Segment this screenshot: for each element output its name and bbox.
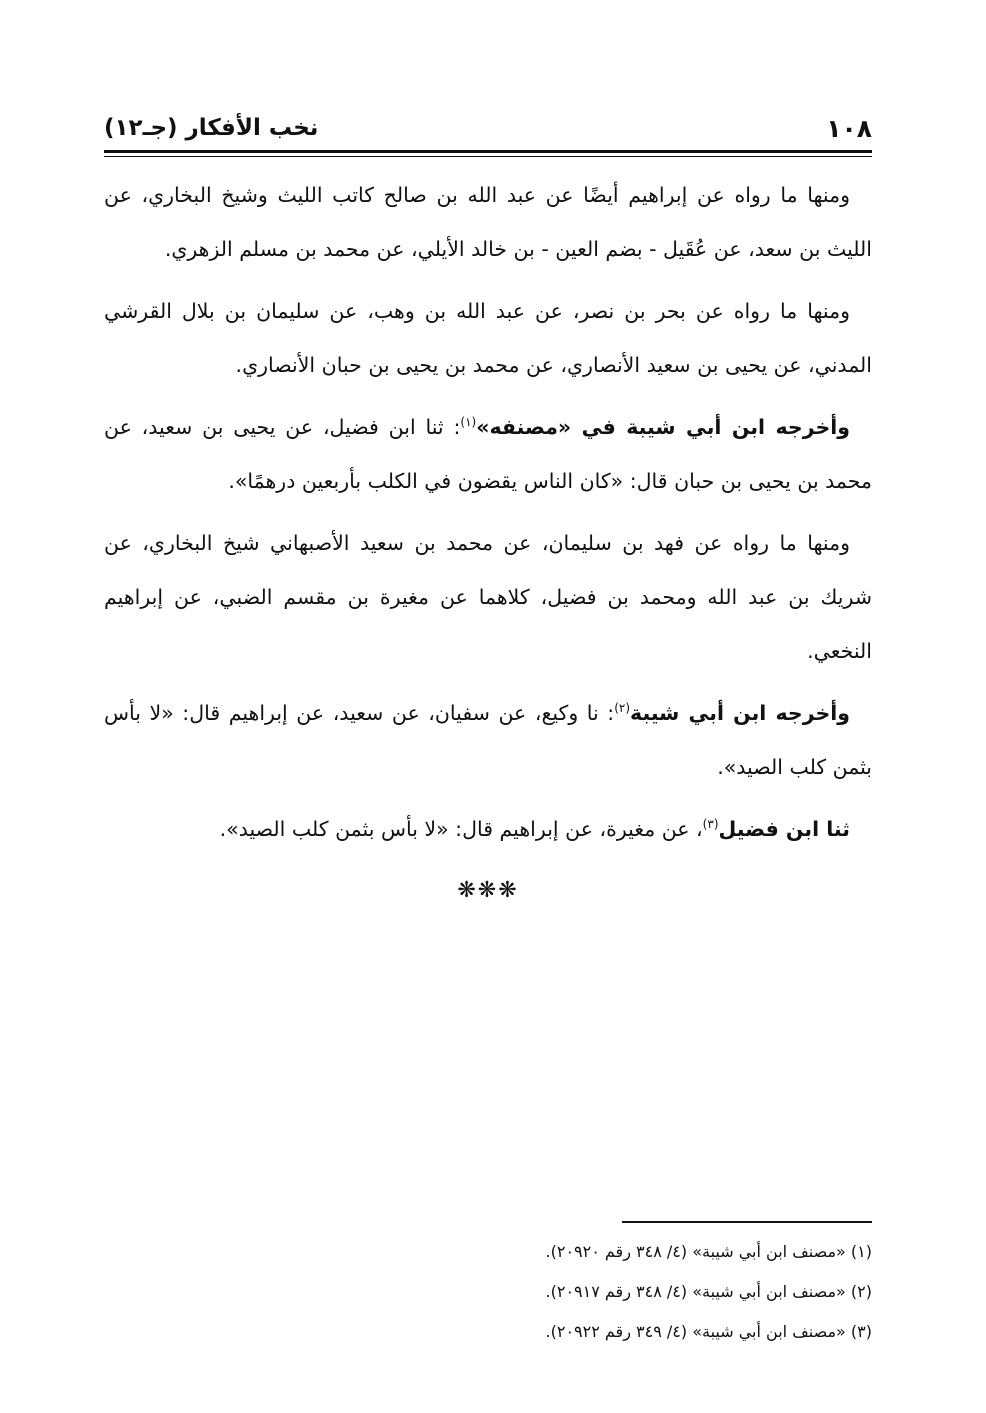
paragraph-text: ومنها ما رواه عن فهد بن سليمان، عن محمد بن سعيد الأصبهاني شيخ البخاري، عن شريك بن عبد الله ومحمد بن فضيل، كلاهما عن مغيرة بن مقسم الضبي، عن إبراهيم النخعي. bbox=[104, 531, 872, 663]
footnote-ref: (٣) bbox=[702, 817, 719, 832]
footnote-ref: (١) bbox=[460, 415, 477, 430]
page-header bbox=[104, 110, 872, 146]
footnote-1: (١) «مصنف ابن أبي شيبة» (٤/ ٣٤٨ رقم ٢٠٩٢٠). bbox=[545, 1242, 872, 1261]
paragraph-5 bbox=[104, 686, 872, 794]
paragraph-4 bbox=[104, 516, 872, 678]
paragraph-text: ومنها ما رواه عن إبراهيم أيضًا عن عبد الله بن صالح كاتب الليث وشيخ البخاري، عن الليث بن سعد، عن عُقَيل - بضم العين - بن خالد الأيلي، عن محمد بن مسلم الزهري. bbox=[104, 183, 872, 261]
paragraph-3 bbox=[104, 400, 872, 508]
paragraph-lead: وأخرجه ابن أبي شيبة bbox=[630, 701, 850, 725]
paragraph-text: : نا وكيع، عن سفيان، عن سعيد، عن إبراهيم قال: «لا بأس بثمن كلب الصيد». bbox=[104, 701, 872, 779]
running-title: نخب الأفكار (جـ١٢) bbox=[104, 115, 319, 141]
paragraph-1 bbox=[104, 168, 872, 276]
paragraph-6 bbox=[104, 802, 872, 856]
paragraph-text: ، عن مغيرة، عن إبراهيم قال: «لا بأس بثمن كلب الصيد». bbox=[219, 817, 703, 841]
book-page bbox=[104, 0, 872, 1413]
page-number: ١٠٨ bbox=[826, 113, 872, 143]
paragraph-text: ومنها ما رواه عن بحر بن نصر، عن عبد الله بن وهب، عن سليمان بن بلال القرشي المدني، عن يحيى بن سعيد الأنصاري، عن محمد بن يحيى بن حبان الأنصاري. bbox=[104, 299, 872, 377]
paragraph-text: : ثنا ابن فضيل، عن يحيى بن سعيد، عن محمد بن يحيى بن حبان قال: «كان الناس يقضون في الكلب بأربعين درهمًا». bbox=[104, 415, 872, 493]
paragraph-lead: ثنا ابن فضيل bbox=[718, 817, 850, 841]
paragraph-lead: وأخرجه ابن أبي شيبة في «مصنفه» bbox=[476, 415, 850, 439]
section-separator: ❋❋❋ bbox=[457, 878, 519, 903]
header-rule-thin bbox=[104, 156, 872, 157]
footnote-rule bbox=[622, 1221, 872, 1223]
footnote-2: (٢) «مصنف ابن أبي شيبة» (٤/ ٣٤٨ رقم ٢٠٩١٧). bbox=[545, 1282, 872, 1301]
footnotes bbox=[104, 1232, 872, 1352]
footnote-3: (٣) «مصنف ابن أبي شيبة» (٤/ ٣٤٩ رقم ٢٠٩٢٢). bbox=[545, 1322, 872, 1341]
body-text bbox=[104, 168, 872, 903]
footnote-ref: (٢) bbox=[614, 701, 631, 716]
header-rule-thick bbox=[104, 150, 872, 153]
paragraph-2 bbox=[104, 284, 872, 392]
